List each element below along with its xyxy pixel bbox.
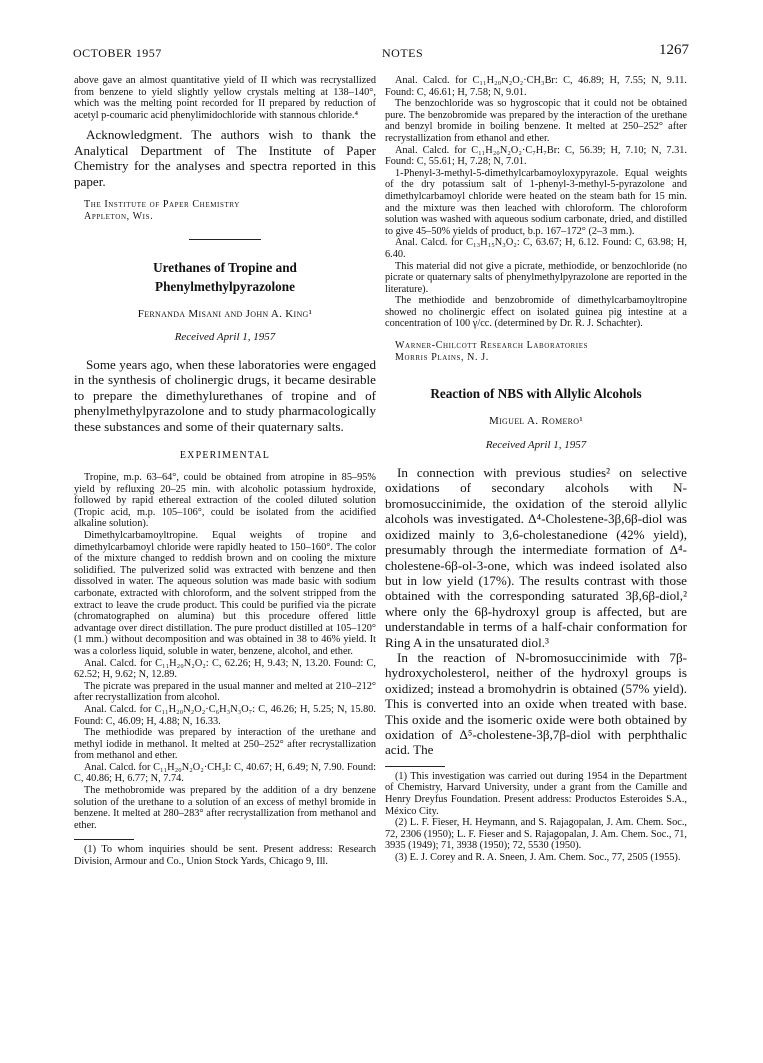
affiliation-city: Appleton, Wis.	[84, 211, 154, 222]
paragraph-pyrazole: 1-Phenyl-3-methyl-5-dimethylcarbamoyloxypyrazole. Equal weights of the dry potassium salt of 1-phenyl-3-methyl-5-pyrazolone and dimethylcarbamoyl chloride were heated on the steam bath for 15 min. and the mixture was then leached with chloroform. The chloroform solution was washed with aqueous sodium carbonate, dried, and distilled to give 45–50% yields of product, b.p. 167–172° (2–3 mm.).	[385, 167, 687, 237]
received-date: Received April 1, 1957	[174, 331, 276, 343]
paragraph-cholinergic: The methiodide and benzobromide of dimethylcarbamoyltropine showed no cholinergic effect on isolated guinea pig intestine at a concentration of 100 γ/cc. (determined by Dr. R. J. Schachter).	[385, 295, 687, 330]
page-number: 1267	[659, 42, 689, 58]
paragraph-analysis-5: Anal. Calcd. for C₁₁H₂₀N₂O₂·C₇H₇Br: C, 56.39; H, 7.10; N, 7.31. Found: C, 55.61; H, 7.28; N, 7.01.	[385, 144, 687, 168]
left-column	[74, 75, 376, 868]
section-heading-experimental: EXPERIMENTAL	[179, 450, 271, 462]
header-section: NOTES	[382, 46, 424, 60]
paragraph-analysis-6: Anal. Calcd. for C₁₃H₁₅N₃O₂: C, 63.67; H, 6.12. Found: C, 63.98; H, 6.40.	[385, 237, 687, 260]
paragraph-dimethylcarbamoyltropine: Dimethylcarbamoyltropine. Equal weights of tropine and dimethylcarbamoyl chloride were rapidly heated to 150–160°. The color of the mixture changed to reddish brown and on cooling the mixture solidified. The pulverized solid was extracted with benzene and then dissolved in water. The aqueous solution was made basic with sodium carbonate, extracted with chloroform, and the solvent stripped from the extract to leave the crude product. This could be purified via the picrate (chromatographed on alumina) but this procedure offered little advantage over direct distillation. The pure product distilled at 105–120° (1 mm.) without decomposition and was obtained in 38 to 46% yield. It was a colorless liquid, soluble in water, benzene, alcohol, and ether.	[74, 530, 376, 657]
article-title-line2: Phenylmethylpyrazolone	[155, 279, 295, 294]
header-date: OCTOBER 1957	[73, 46, 162, 60]
footnote-r1: (1) This investigation was carried out during 1954 in the Department of Chemistry, Harvard University, under a grant from the Camille and Henry Dreyfus Foundation. Present address: Productos Esteroides S.A., México City.	[385, 770, 687, 817]
acknowledgment: Acknowledgment. The authors wish to thank the Analytical Department of The Institute of Paper Chemistry for the analyses and spectra reported in this paper.	[74, 127, 376, 189]
paragraph-picrate: The picrate was prepared in the usual manner and melted at 210–212° after recrystallization from alcohol.	[74, 680, 376, 704]
footnote-r3: (3) E. J. Corey and R. A. Sneen, J. Am. Chem. Soc., 77, 2505 (1955).	[395, 851, 681, 863]
paragraph-analysis-3: Anal. Calcd. for C₁₁H₂₀N₂O₂·CH₃I: C, 40.67; H, 6.49; N, 7.90. Found: C, 40.86; H, 6.77; N, 7.74.	[74, 761, 376, 785]
running-header	[73, 42, 689, 62]
paragraph-analysis-2: Anal. Calcd. for C₁₁H₂₀N₂O₂·C₆H₃N₃O₇: C, 46.26; H, 5.25; N, 15.80. Found: C, 46.09; H, 4.88; N, 16.33.	[74, 703, 376, 727]
right-column	[385, 75, 687, 864]
article-authors: Fernanda Misani and John A. King¹	[137, 308, 313, 320]
paragraph-methiodide: The methiodide was prepared by interaction of the urethane and methyl iodide in methanol. It melted at 250–252° after recrystallization from methanol and ether.	[74, 727, 376, 762]
intro-paragraph: above gave an almost quantitative yield of II which was recrystallized from benzene to yield slightly yellow crystals melting at 138–140°, which was the melting point recorded for II prepared by reduction of acetyl p-coumaric acid phenylimidochloride with stannous chloride.⁴	[74, 75, 376, 121]
paragraph-methobromide: The methobromide was prepared by the addition of a dry benzene solution of the urethane to a solution of an excess of methyl bromide in benzene. It melted at 280–283° after recrystallization from methanol and ether.	[74, 785, 376, 831]
paragraph-no-picrate: This material did not give a picrate, methiodide, or benzochloride (no picrate or quaternary salts of phenylmethylpyrazolone are reported in the literature).	[385, 260, 687, 295]
article-author-2: Miguel A. Romero¹	[489, 415, 583, 428]
footnote-1: (1) To whom inquiries should be sent. Present address: Research Division, Armour and Co., Union Stock Yards, Chicago 9, Ill.	[74, 844, 376, 868]
affiliation-institution: The Institute of Paper Chemistry	[84, 199, 240, 210]
paragraph-analysis-4: Anal. Calcd. for C₁₁H₂₀N₂O₂·CH₃Br: C, 46.89; H, 7.55; N, 9.11. Found: C, 46.61; H, 7.58; N, 9.01.	[385, 75, 687, 98]
paragraph-tropine: Tropine, m.p. 63–64°, could be obtained from atropine in 85–95% yield by refluxing 20–25 min. with alcoholic potassium hydroxide, followed by rapid ethereal extraction of the cooled diluted solution (Tropic acid, m.p. 105–106°, could be isolated from the acidified alkaline solution).	[74, 472, 376, 530]
article-title-2: Reaction of NBS with Allylic Alcohols	[430, 386, 642, 402]
paragraph-analysis-1: Anal. Calcd. for C₁₁H₂₀N₂O₂: C, 62.26; H, 9.43; N, 13.20. Found: C, 62.52; H, 9.62; N, 12.89.	[74, 657, 376, 681]
article-title-line1: Urethanes of Tropine and	[153, 260, 297, 275]
affiliation-location: Morris Plains, N. J.	[395, 352, 489, 364]
body-paragraph-1: In connection with previous studies² on selective oxidations of secondary alcohols with N-bromosuccinimide, the oxidation of the steroid allylic alcohols was investigated. Δ⁴-Cholestene-3β,6β-diol was oxidized mainly to 3,6-cholestanedione (42% yield), presumably through the intermediate formation of Δ⁴-cholestene-6β-ol-3-one, which was indeed isolated also but in low yield (17%). The results contrast with those obtained with the corresponding saturated 3β,6β-diol,² where only the 6β-hydroxyl group is affected, but are understandable in terms of a half-chair conformation for Ring A in the unsaturated diol.³	[385, 465, 687, 650]
footnote-r2: (2) L. F. Fieser, H. Heymann, and S. Rajagopalan, J. Am. Chem. Soc., 72, 2306 (1950); L. F. Fieser and S. Rajagopalan, J. Am. Chem. Soc., 71, 3935 (1949); 71, 3938 (1950); 72, 5530 (1950).	[385, 817, 687, 852]
affiliation-lab: Warner-Chilcott Research Laboratories	[395, 340, 589, 352]
received-date-2: Received April 1, 1957	[485, 439, 587, 452]
paragraph-benzochloride: The benzochloride was so hygroscopic that it could not be obtained pure. The benzobromide was prepared by the interaction of the urethane and benzyl bromide in boiling benzene. It melted at 250–252° after recrystallization from ethanol and ether.	[385, 98, 687, 144]
body-paragraph-2: In the reaction of N-bromosuccinimide with 7β-hydroxycholesterol, neither of the hydroxyl groups is oxidized; instead a bromohydrin is obtained (57% yield). This is converted into an oxide when treated with base. This oxide and the isomeric oxide were both obtained by oxidation of Δ⁵-cholestene-3β,7β-diol with perphthalic acid. The	[385, 649, 687, 758]
abstract-paragraph: Some years ago, when these laboratories were engaged in the synthesis of cholinergic drugs, it became desirable to prepare the dimethylurethanes of tropine and of phenylmethylpyrazolone and to study pharmacologically these substances and some of their quaternary salts.	[74, 357, 376, 434]
